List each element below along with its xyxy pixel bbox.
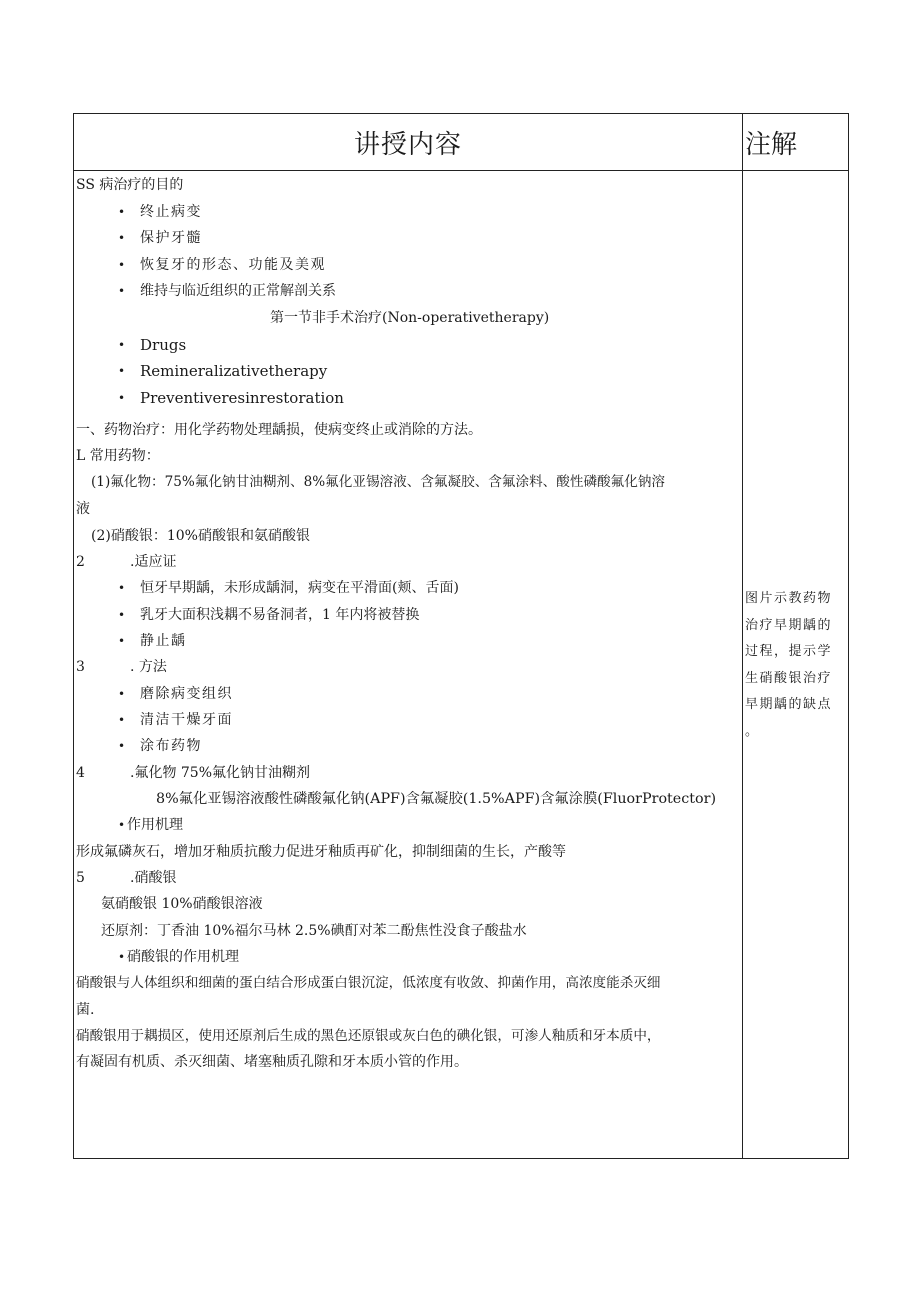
content-line: 清洁干燥牙面 bbox=[140, 712, 233, 728]
bullet-icon: • bbox=[118, 338, 126, 352]
content-line: 硝酸银的作用机理 bbox=[127, 949, 239, 965]
header-notes-title: 注解 bbox=[745, 129, 798, 160]
content-line: 作用机理 bbox=[127, 817, 183, 833]
content-line: 有凝固有机质、杀灭细菌、堵塞釉质孔隙和牙本质小管的作用。 bbox=[76, 1054, 468, 1070]
column-divider bbox=[742, 114, 743, 1158]
content-line: 终止病变 bbox=[140, 204, 202, 220]
content-line: .适应证 bbox=[130, 554, 177, 570]
content-line: 维持与临近组织的正常解剖关系 bbox=[140, 283, 336, 299]
content-line: 恢复牙的形态、功能及美观 bbox=[140, 257, 326, 273]
bullet-icon: • bbox=[118, 687, 126, 701]
content-line: (2)硝酸银：10%硝酸银和氨硝酸银 bbox=[91, 528, 310, 544]
content-line: SS 病治疗的目的 bbox=[76, 177, 184, 193]
note-line: 图片示教药物 bbox=[745, 591, 833, 606]
content-line: 静止龋 bbox=[140, 633, 187, 649]
content-line: 还原剂：丁香油 10%福尔马林 2.5%碘酊对苯二酚焦性没食子酸盐水 bbox=[101, 923, 527, 939]
content-line: 液 bbox=[76, 501, 90, 517]
bullet-icon: • bbox=[118, 231, 126, 245]
content-line: 一、药物治疗：用化学药物处理龋损，使病变终止或消除的方法。 bbox=[76, 422, 482, 438]
content-line: 菌. bbox=[76, 1002, 95, 1018]
content-line: 形成氟磷灰石，增加牙釉质抗酸力促进牙釉质再矿化，抑制细菌的生长，产酸等 bbox=[76, 844, 566, 860]
list-number: 3 bbox=[76, 659, 85, 675]
bullet-icon: • bbox=[118, 205, 126, 219]
note-line: 治疗早期龋的 bbox=[745, 617, 833, 633]
bullet-icon: • bbox=[118, 818, 126, 832]
content-line: .氟化物 75%氟化钠甘油糊剂 bbox=[130, 765, 311, 781]
section-heading: 第一节非手术治疗(Non-operativetherapy) bbox=[270, 310, 550, 326]
note-line: 。 bbox=[745, 723, 760, 739]
content-line: 磨除病变组织 bbox=[140, 686, 233, 702]
content-line: .硝酸银 bbox=[130, 870, 177, 886]
bullet-icon: • bbox=[118, 364, 126, 378]
content-line: 8%氟化亚锡溶液酸性磷酸氟化钠(APF)含氟凝胶(1.5%APF)含氟涂膜(FluorProtector) bbox=[156, 791, 717, 807]
list-number: 2 bbox=[76, 554, 85, 570]
header-row-divider bbox=[74, 170, 848, 171]
bullet-icon: • bbox=[118, 739, 126, 753]
bullet-icon: • bbox=[118, 284, 126, 298]
lesson-table bbox=[73, 113, 849, 1159]
content-line: L 常用药物： bbox=[76, 448, 160, 464]
content-line: 氨硝酸银 10%硝酸银溶液 bbox=[101, 896, 263, 912]
note-line: 过程，提示学 bbox=[745, 644, 833, 659]
header-content-title: 讲授内容 bbox=[353, 129, 462, 160]
content-line: Remineralizativetherapy bbox=[140, 362, 328, 380]
bullet-icon: • bbox=[118, 258, 126, 272]
note-line: 早期龋的缺点 bbox=[745, 697, 833, 712]
list-number: 5 bbox=[76, 870, 85, 886]
note-line: 生硝酸银治疗 bbox=[745, 670, 833, 686]
content-line: . 方法 bbox=[130, 659, 167, 675]
content-line: 涂布药物 bbox=[140, 738, 202, 754]
content-line: Drugs bbox=[140, 336, 187, 354]
bullet-icon: • bbox=[118, 391, 126, 405]
list-number: 4 bbox=[76, 765, 85, 781]
content-line: (1)氟化物：75%氟化钠甘油糊剂、8%氟化亚锡溶液、含氟凝胶、含氟涂料、酸性磷酸氟化钠溶 bbox=[91, 474, 666, 490]
content-line: 恒牙早期龋，未形成龋洞，病变在平滑面(颊、舌面) bbox=[140, 580, 459, 596]
content-line: 乳牙大面积浅耦不易备洞者，1 年内将被替换 bbox=[140, 607, 420, 623]
bullet-icon: • bbox=[118, 950, 126, 964]
bullet-icon: • bbox=[118, 713, 126, 727]
bullet-icon: • bbox=[118, 581, 126, 595]
bullet-icon: • bbox=[118, 634, 126, 648]
content-line: 硝酸银与人体组织和细菌的蛋白结合形成蛋白银沉淀，低浓度有收敛、抑菌作用，高浓度能杀灭细 bbox=[76, 975, 661, 991]
content-line: 硝酸银用于耦损区，使用还原剂后生成的黑色还原银或灰白色的碘化银，可渗人釉质和牙本质中， bbox=[76, 1028, 661, 1044]
content-line: 保护牙髓 bbox=[140, 230, 202, 246]
content-line: Preventiveresinrestoration bbox=[140, 389, 344, 407]
notes-column bbox=[745, 586, 841, 745]
bullet-icon: • bbox=[118, 608, 126, 622]
